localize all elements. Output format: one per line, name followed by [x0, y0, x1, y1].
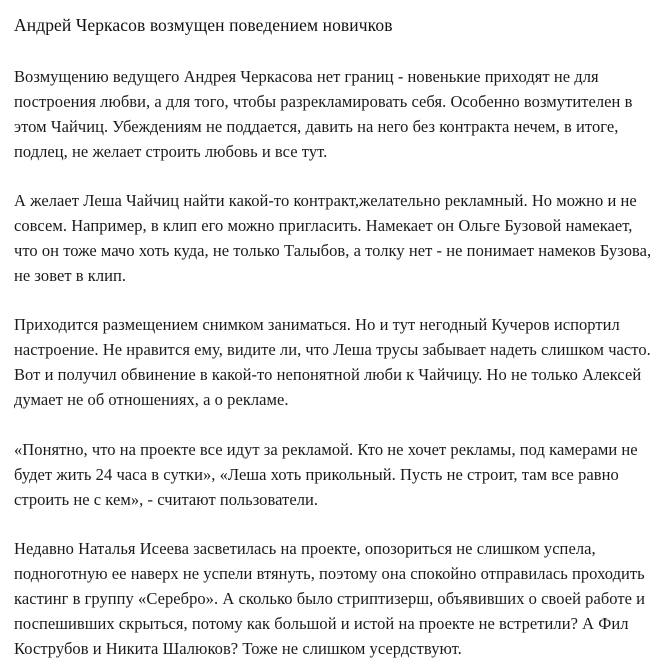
article-paragraph: «Понятно, что на проекте все идут за рекламой. Кто не хочет рекламы, под камерами не будет жить 24 часа в сутки», «Леша хоть прикольный. Пусть не строит, там все равно строить не с кем», - считают пользователи. — [14, 439, 638, 509]
page-title: Андрей Черкасов возмущен поведением новичков — [14, 15, 393, 35]
article-paragraph: Недавно Наталья Исеева засветилась на проекте, опозориться не слишком успела, подноготную ее наверх не успели втянуть, поэтому она спокойно отправилась проходить кастинг в группу «Серебро». А сколько было стриптизерш, объявивших о своей работе и поспешивших скрыться, потому как большой и истой на проекте не встретили? А Фил Кострубов и Никита Шалюков? Тоже не слишком усердствуют. — [14, 538, 646, 659]
article-paragraph: А желает Леша Чайчиц найти какой-то контракт,желательно рекламный. Но можно и не совсем. Например, в клип его можно пригласить. Намекает он Ольге Бузовой намекает, что он тоже мачо хоть куда, не только Талыбов, а толку нет - не понимает намеков Бузова, не зовет в клип. — [14, 190, 652, 286]
article-body — [14, 64, 652, 662]
article-paragraph: Возмущению ведущего Андрея Черкасова нет границ - новенькие приходят не для построения любви, а для того, чтобы разрекламировать себя. Особенно возмутителен в этом Чайчиц. Убеждениям не поддается, давить на него без контракта нечем, в итоге, подлец, не желает строить любовь и все тут. — [14, 66, 633, 161]
article-paragraph: Приходится размещением снимком заниматься. Но и тут негодный Кучеров испортил настроение. Не нравится ему, видите ли, что Леша трусы забывает надеть слишком часто. Вот и получил обвинение в какой-то непонятной люби к Чайчицу. Но не только Алексей думает не об отношениях, а о рекламе. — [14, 315, 651, 410]
